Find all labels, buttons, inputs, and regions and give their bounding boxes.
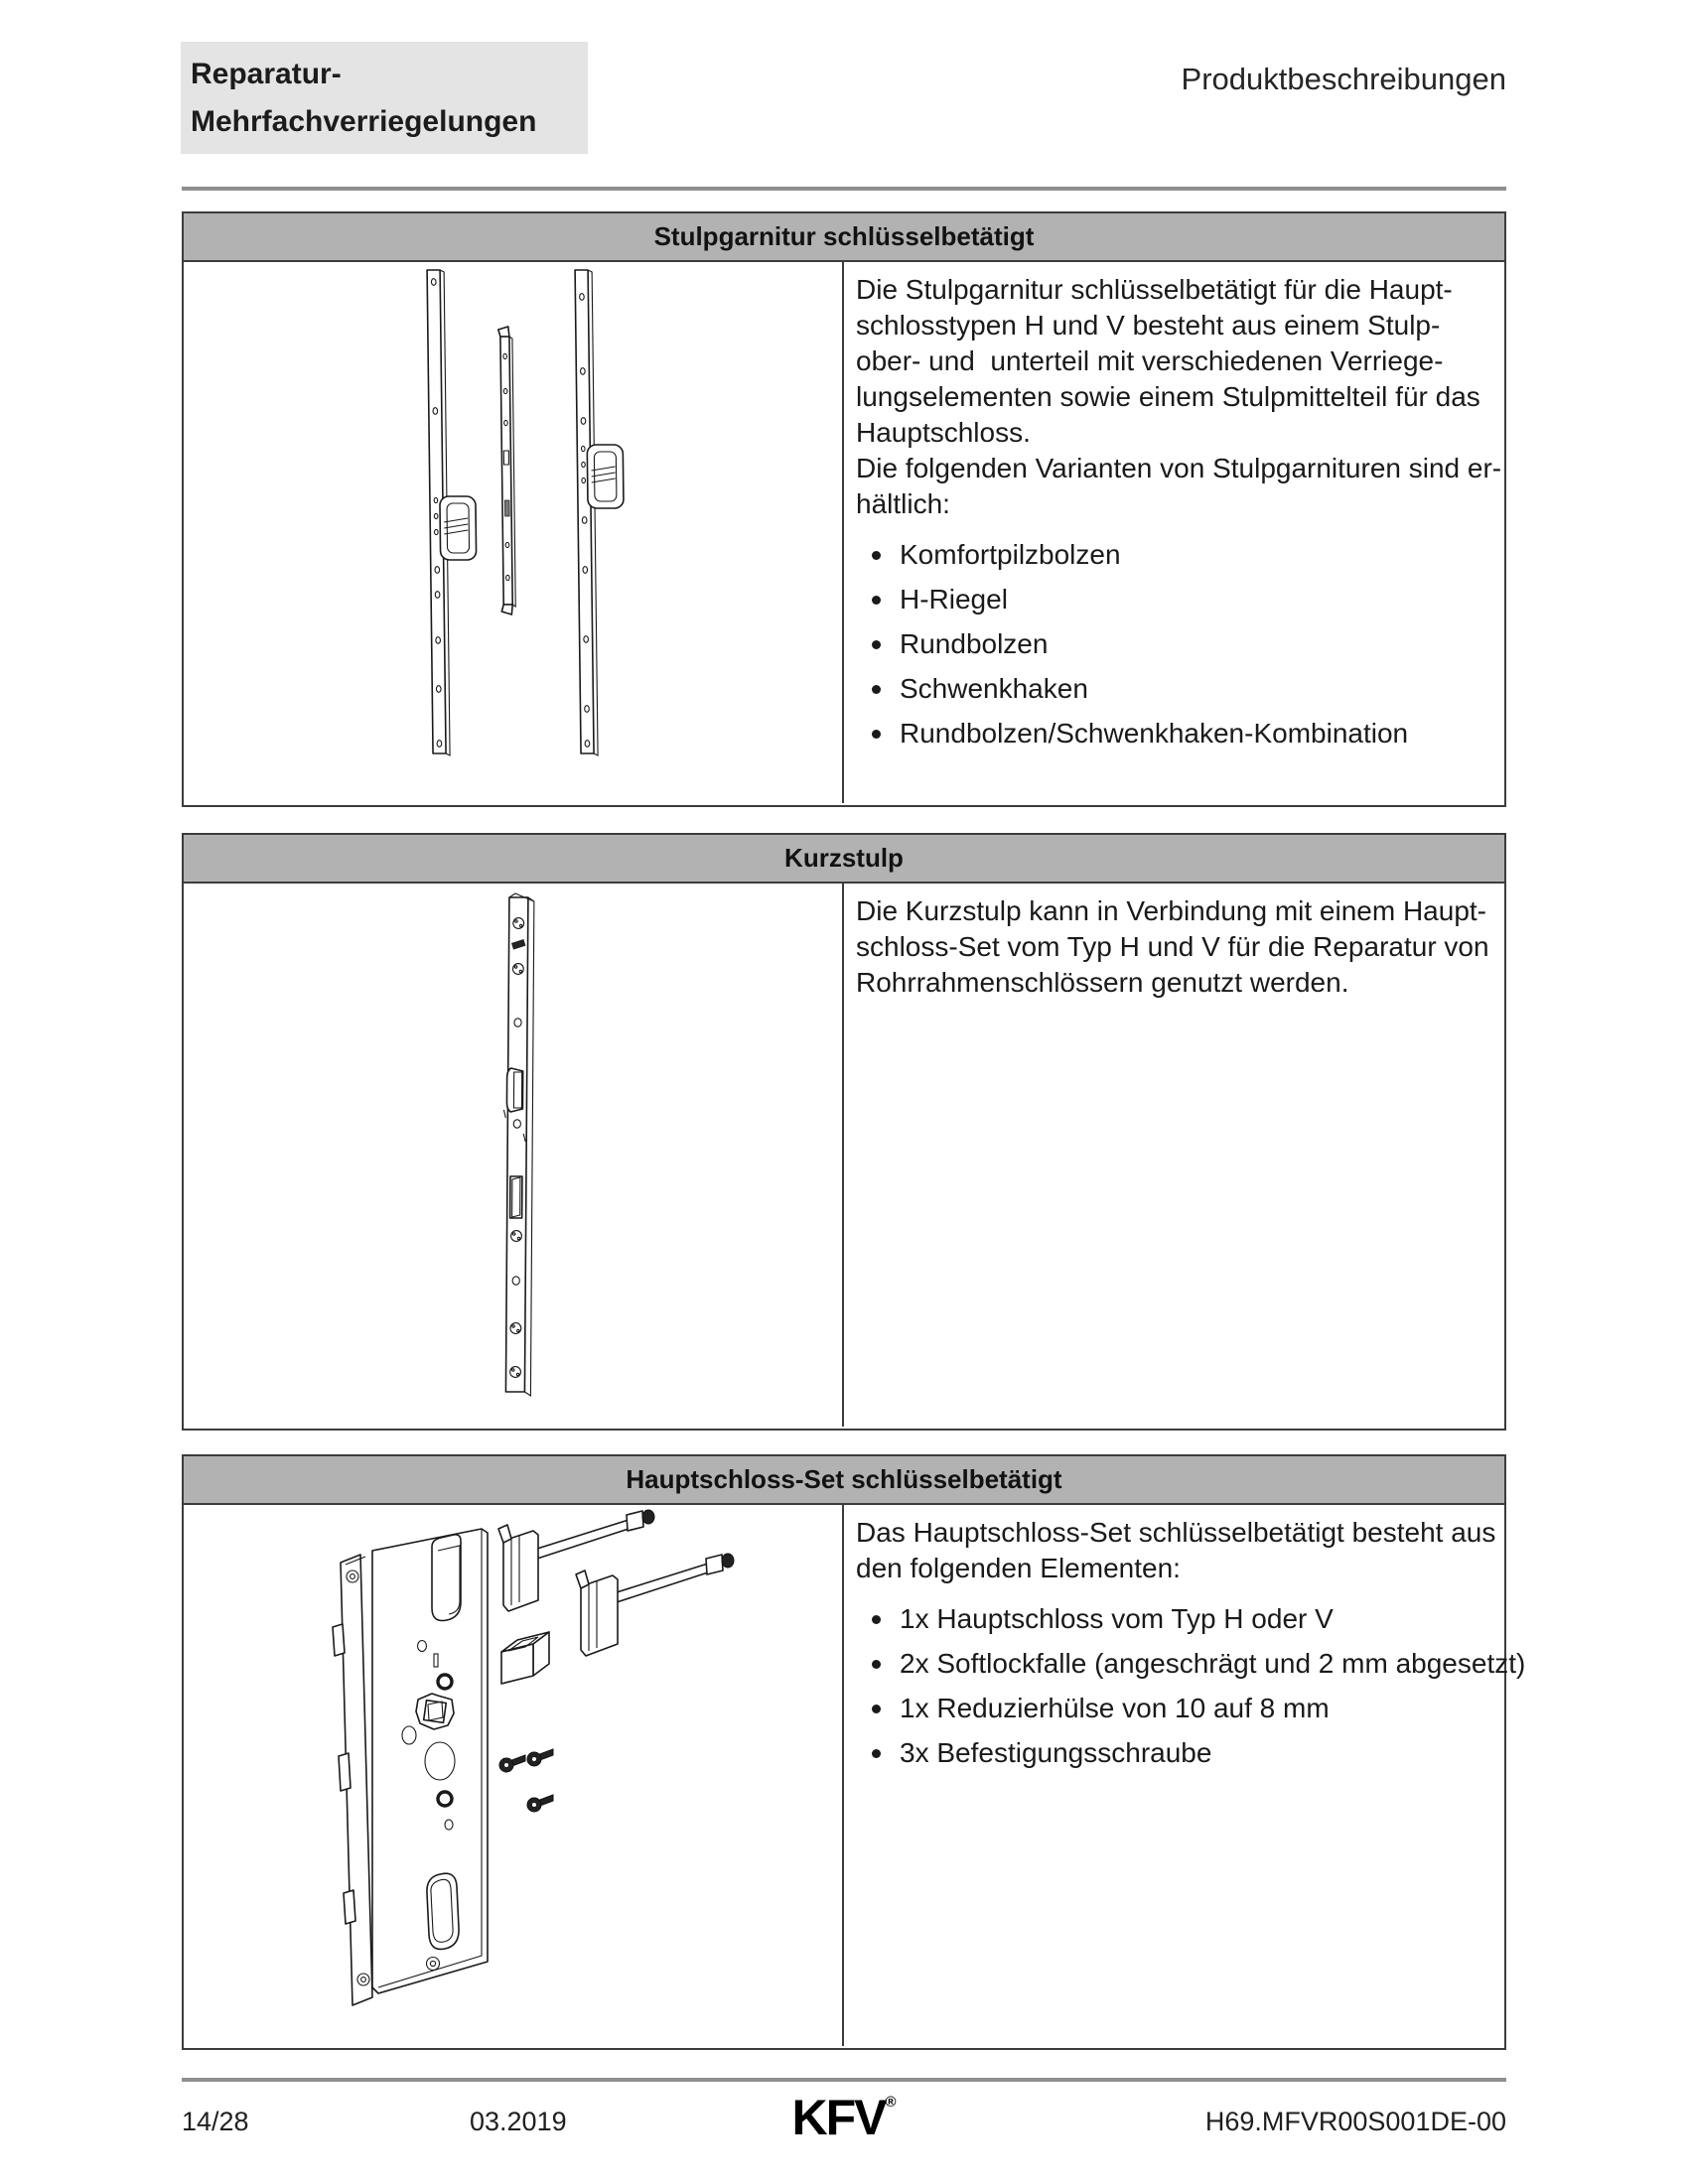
section-hauptschloss-set-title: Hauptschloss-Set schlüsselbetätigt xyxy=(184,1456,1504,1505)
kurzstulp-plate-drawing xyxy=(184,884,844,1427)
list-item: 2x Softlockfalle (angeschrägt und 2 mm abgesetzt) xyxy=(856,1646,1525,1682)
section-hauptschloss-set xyxy=(182,1454,1526,2050)
list-item: H-Riegel xyxy=(856,582,1501,617)
text-line: Die Kurzstulp kann in Verbindung mit einem Haupt- xyxy=(856,895,1487,926)
footer-page-number: 14/28 xyxy=(182,2107,249,2136)
doc-title-line1: Reparatur- xyxy=(191,58,342,90)
footer-document-id: H69.MFVR00S001DE-00 xyxy=(1204,2107,1506,2136)
page-title: Produktbeschreibungen xyxy=(1181,62,1506,96)
list-item: Rundbolzen xyxy=(856,626,1501,662)
registered-trademark-icon: ® xyxy=(885,2094,897,2111)
doc-title-line2: Mehrfachverriegelungen xyxy=(191,105,537,138)
text-line: den folgenden Elementen: xyxy=(856,1553,1181,1583)
stulpgarnitur-rails-illustration xyxy=(184,262,842,803)
section-kurzstulp-title: Kurzstulp xyxy=(184,835,1504,884)
text-line: Die folgenden Varianten von Stulpgarnituren sind er- xyxy=(856,453,1502,483)
hauptschloss-set-content-list xyxy=(856,1601,1525,1771)
header-rule xyxy=(182,187,1506,191)
list-item: 1x Reduzierhülse von 10 auf 8 mm xyxy=(856,1691,1525,1726)
list-item: 3x Befestigungsschraube xyxy=(856,1735,1525,1771)
stulpgarnitur-rails-drawing xyxy=(184,262,844,803)
text-line: Hauptschloss. xyxy=(856,417,1031,448)
kfv-logo xyxy=(791,2089,896,2146)
text-line: Das Hauptschloss-Set schlüsselbetätigt besteht aus xyxy=(856,1517,1496,1548)
list-item: Rundbolzen/Schwenkhaken-Kombination xyxy=(856,716,1501,751)
section-stulpgarnitur-title: Stulpgarnitur schlüsselbetätigt xyxy=(184,213,1504,262)
footer-rule xyxy=(182,2078,1506,2082)
text-line: ober- und unterteil mit verschiedenen Verriege- xyxy=(856,345,1444,376)
section-stulpgarnitur-text xyxy=(844,262,1515,803)
list-item: Schwenkhaken xyxy=(856,671,1501,707)
text-line: schloss-Set vom Typ H und V für die Reparatur von xyxy=(856,931,1489,962)
hauptschloss-set-illustration xyxy=(184,1505,842,2046)
section-kurzstulp xyxy=(182,833,1506,1431)
list-item: 1x Hauptschloss vom Typ H oder V xyxy=(856,1601,1525,1637)
text-line: Rohrrahmenschlössern genutzt werden. xyxy=(856,967,1349,998)
hauptschloss-set-exploded-drawing xyxy=(184,1505,844,2046)
kurzstulp-plate-illustration xyxy=(184,884,842,1427)
doc-title-box xyxy=(181,42,588,154)
text-line: hältlich: xyxy=(856,488,950,519)
list-item: Komfortpilzbolzen xyxy=(856,537,1501,573)
section-kurzstulp-text xyxy=(844,884,1504,1427)
kfv-logo-text: KFV xyxy=(791,2090,886,2145)
section-hauptschloss-set-text xyxy=(844,1505,1539,2046)
stulpgarnitur-variant-list xyxy=(856,537,1501,751)
text-line: Die Stulpgarnitur schlüsselbetätigt für die Haupt- xyxy=(856,274,1453,305)
footer-date: 03.2019 xyxy=(470,2107,567,2136)
section-stulpgarnitur xyxy=(182,211,1506,807)
text-line: schlosstypen H und V besteht aus einem Stulp- xyxy=(856,310,1441,341)
text-line: lungselementen sowie einem Stulpmittelteil für das xyxy=(856,381,1480,412)
